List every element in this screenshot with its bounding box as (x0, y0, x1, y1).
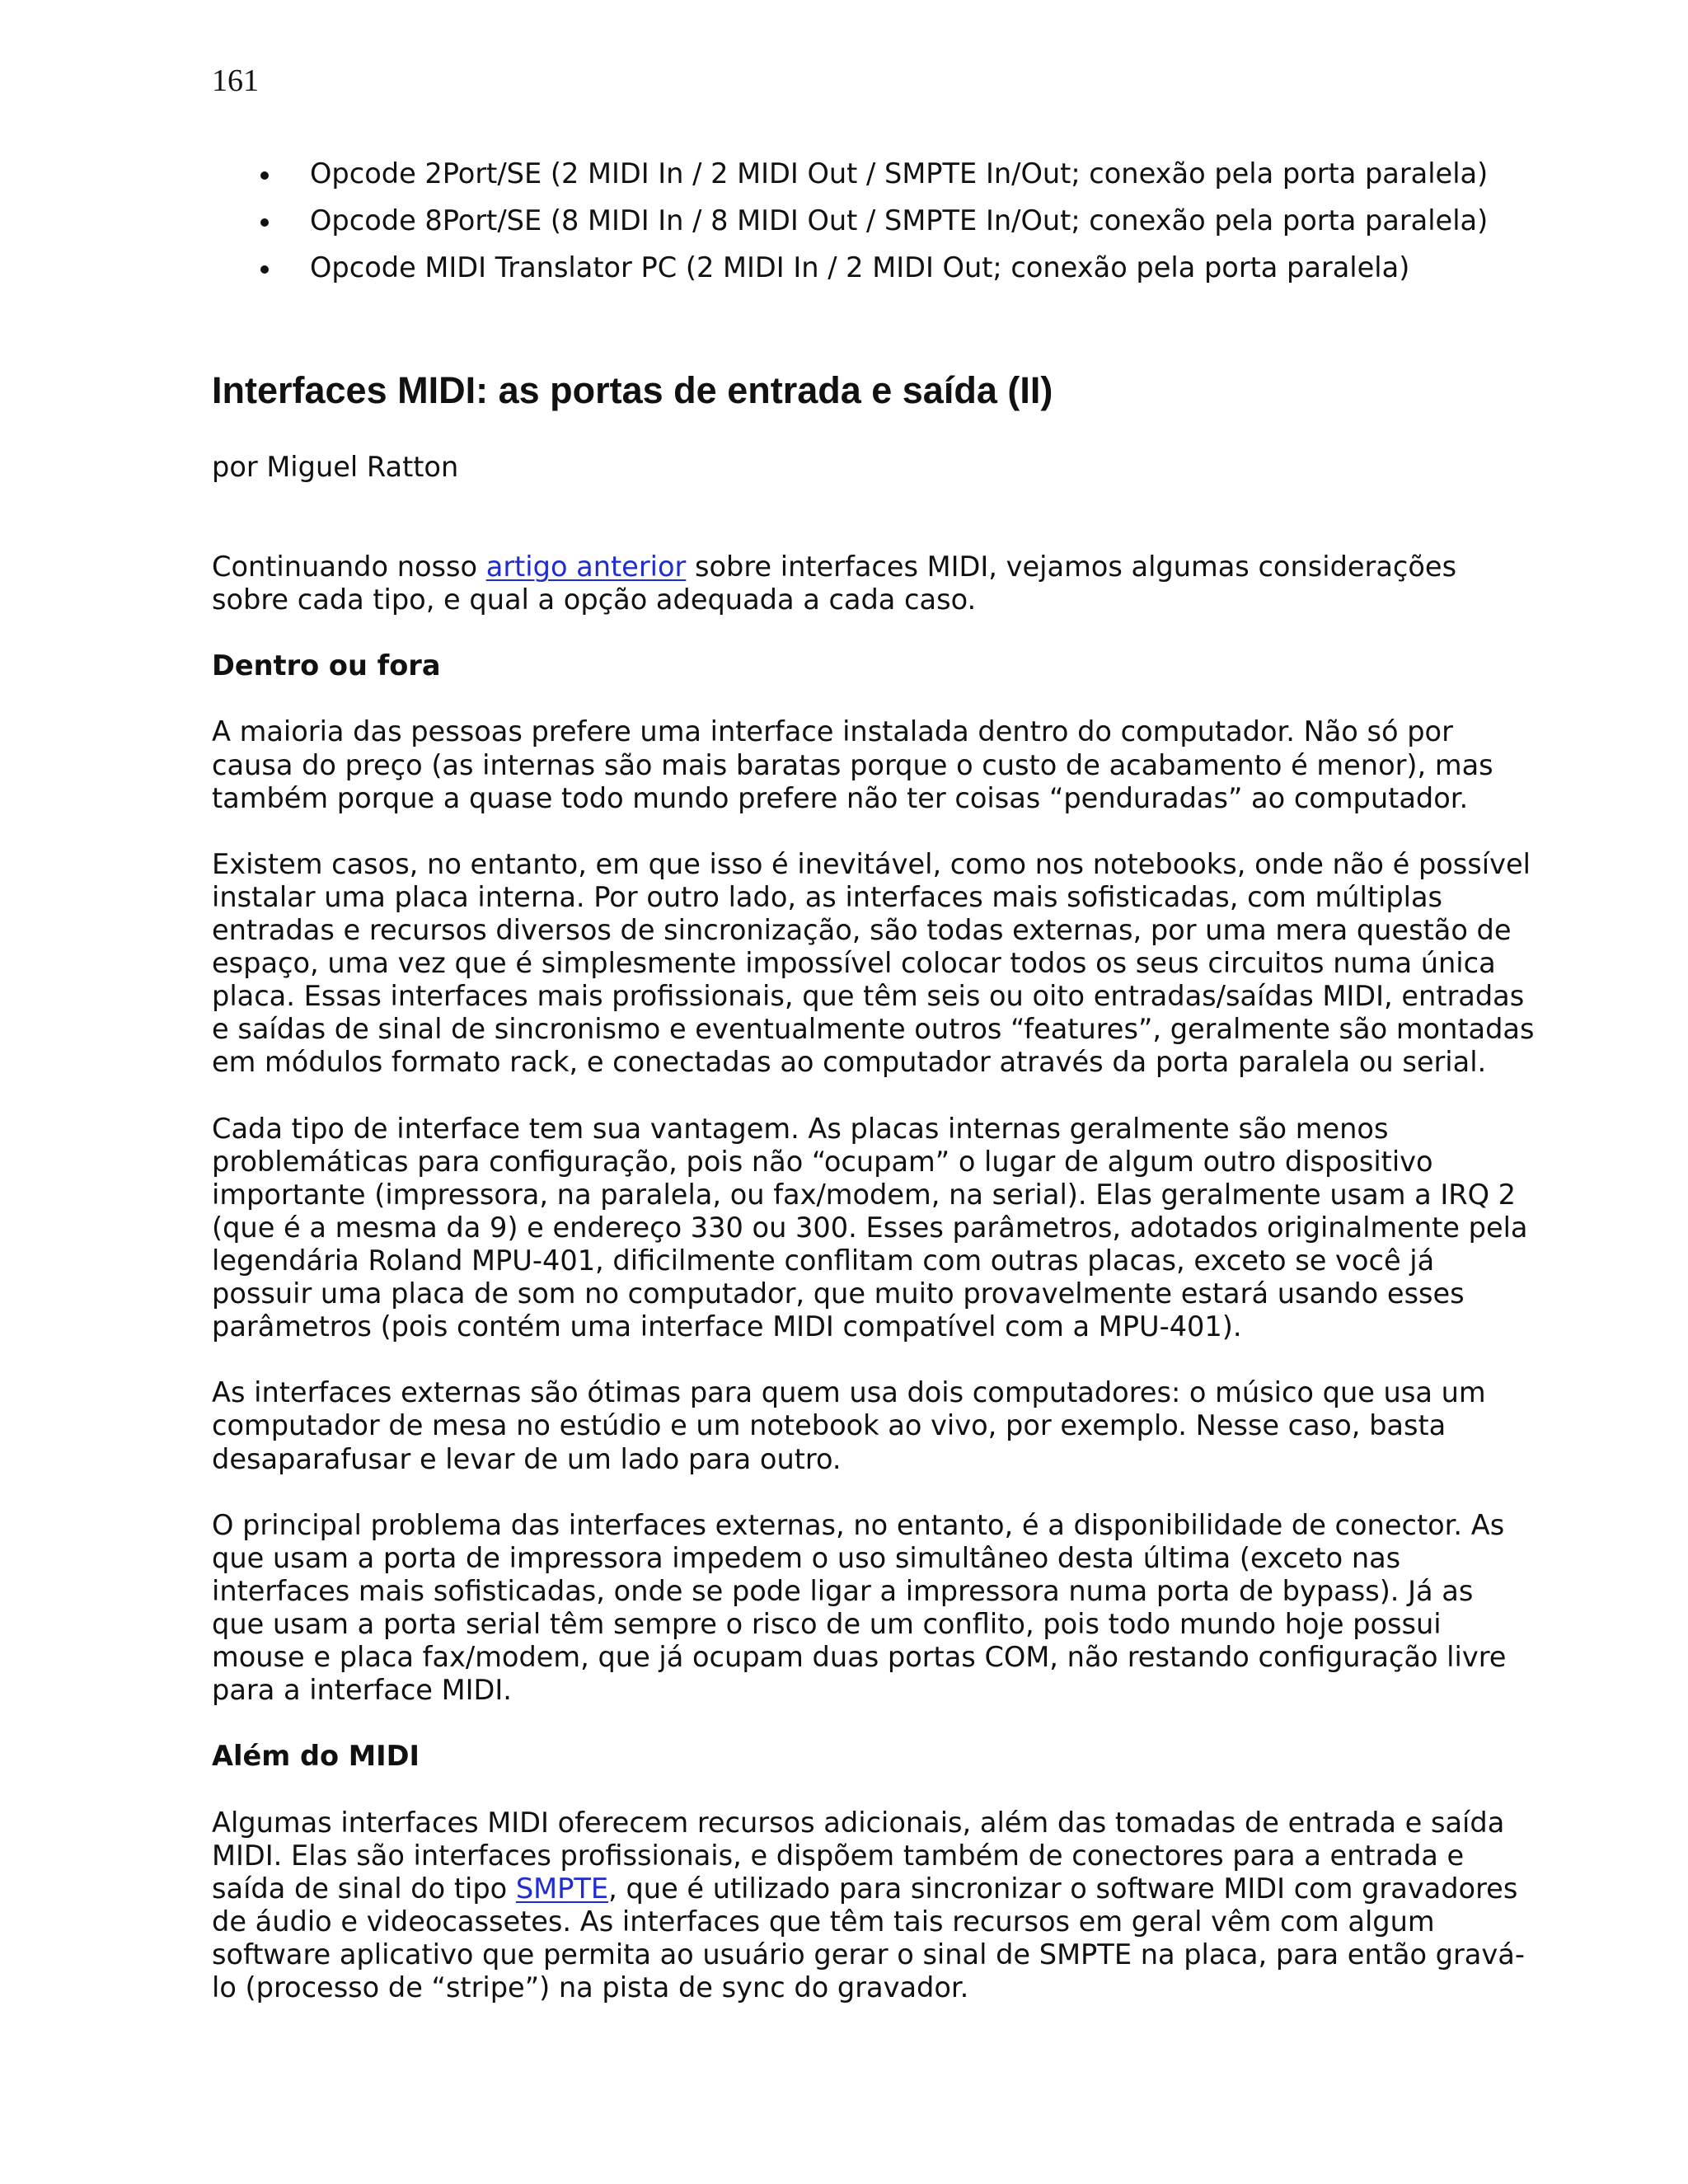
text-line: parâmetros (pois contém uma interface MIDI compatível com a MPU-401). (212, 1310, 1242, 1343)
bullet-item (310, 251, 1409, 284)
text-line: e saídas de sinal de sincronismo e eventualmente outros “features”, geralmente são montadas (212, 1013, 1535, 1046)
text-line: Cada tipo de interface tem sua vantagem. As placas internas geralmente são menos (212, 1112, 1389, 1145)
paragraph (212, 848, 1646, 1080)
text-line: lo (processo de “stripe”) na pista de sync do gravador. (212, 1971, 969, 2004)
text-segment: Continuando nosso (212, 551, 486, 583)
bullet-text: Opcode 8Port/SE (8 MIDI In / 8 MIDI Out / SMPTE In/Out; conexão pela porta paralela) (310, 204, 1489, 237)
paragraph (212, 1376, 1646, 1475)
text-line: problemáticas para configuração, pois não “ocupam” o lugar de algum outro dispositivo (212, 1145, 1433, 1178)
bullet-text: Opcode 2Port/SE (2 MIDI In / 2 MIDI Out / SMPTE In/Out; conexão pela porta paralela) (310, 157, 1489, 190)
article-byline: por Miguel Ratton (212, 451, 459, 483)
text-segment: sobre interfaces MIDI, vejamos algumas considerações (686, 551, 1457, 583)
text-line (212, 1872, 1646, 1905)
text-line: também porque a quase todo mundo prefere não ter coisas “penduradas” ao computador. (212, 781, 1469, 814)
text-segment: , que é utilizado para sincronizar o software MIDI com gravadores (608, 1872, 1518, 1905)
page-number: 161 (212, 63, 259, 98)
paragraph (212, 1807, 1646, 2005)
text-line: de áudio e videocassetes. As interfaces que têm tais recursos em geral vêm com algum (212, 1905, 1435, 1938)
text-line: Algumas interfaces MIDI oferecem recursos adicionais, além das tomadas de entrada e saída (212, 1806, 1505, 1839)
text-line: Existem casos, no entanto, em que isso é inevitável, como nos notebooks, onde não é possível (212, 847, 1531, 880)
text-line: para a interface MIDI. (212, 1674, 512, 1707)
text-line: O principal problema das interfaces externas, no entanto, é a disponibilidade de conector. As (212, 1508, 1505, 1541)
text-line: As interfaces externas são ótimas para quem usa dois computadores: o músico que usa um (212, 1376, 1486, 1409)
article-title: Interfaces MIDI: as portas de entrada e saída (II) (212, 369, 1053, 411)
text-line (212, 551, 1646, 583)
paragraph (212, 1509, 1646, 1708)
text-line: software aplicativo que permita ao usuário gerar o sinal de SMPTE na placa, para então gravá- (212, 1938, 1525, 1971)
text-line: computador de mesa no estúdio e um notebook ao vivo, por exemplo. Nesse caso, basta (212, 1409, 1447, 1442)
bullet-icon (260, 171, 269, 180)
text-line: instalar uma placa interna. Por outro lado, as interfaces mais sofisticadas, com múltiplas (212, 880, 1443, 913)
paragraph (212, 715, 1646, 814)
article-body (212, 551, 1646, 2037)
text-line: A maioria das pessoas prefere uma interface instalada dentro do computador. Não só por (212, 715, 1453, 748)
text-line: interfaces mais sofisticadas, onde se pode ligar a impressora numa porta de bypass). Já as (212, 1574, 1474, 1607)
artigo-anterior-link[interactable]: artigo anterior (485, 551, 687, 583)
text-line: MIDI. Elas são interfaces profissionais, e dispõem também de conectores para a entrada e (212, 1839, 1465, 1872)
section-heading-dentro-ou-fora: Dentro ou fora (212, 649, 441, 682)
text-line: em módulos formato rack, e conectadas ao computador através da porta paralela ou serial. (212, 1046, 1487, 1079)
intro-paragraph (212, 551, 1646, 616)
text-line: mouse e placa fax/modem, que já ocupam duas portas COM, não restando configuração livre (212, 1641, 1507, 1674)
text-line: legendária Roland MPU-401, dificilmente conflitam com outras placas, exceto se você já (212, 1244, 1435, 1277)
text-line: entradas e recursos diversos de sincronização, são todas externas, por uma mera questão de (212, 914, 1512, 947)
text-line: possuir uma placa de som no computador, que muito provavelmente estará usando esses (212, 1277, 1465, 1310)
bullet-item (310, 157, 1488, 190)
section-heading-alem-do-midi: Além do MIDI (212, 1740, 420, 1773)
bullet-text: Opcode MIDI Translator PC (2 MIDI In / 2 MIDI Out; conexão pela porta paralela) (310, 251, 1410, 284)
bullet-icon (260, 218, 269, 227)
text-line: placa. Essas interfaces mais profissionais, que têm seis ou oito entradas/saídas MIDI, entradas (212, 980, 1525, 1013)
text-line: desaparafusar e levar de um lado para outro. (212, 1442, 842, 1475)
smpte-link[interactable]: SMPTE (515, 1872, 609, 1905)
text-line: causa do preço (as internas são mais baratas porque o custo de acabamento é menor), mas (212, 748, 1493, 781)
text-line: importante (impressora, na paralela, ou fax/modem, na serial). Elas geralmente usam a IRQ 2 (212, 1178, 1517, 1211)
paragraph (212, 1113, 1646, 1344)
bullet-icon (260, 265, 269, 274)
text-line: que usam a porta serial têm sempre o risco de um conflito, pois todo mundo hoje possui (212, 1608, 1442, 1640)
text-line: sobre cada tipo, e qual a opção adequada a cada caso. (212, 583, 977, 616)
bullet-item (310, 204, 1488, 237)
text-segment: saída de sinal do tipo (212, 1872, 516, 1905)
text-line: que usam a porta de impressora impedem o uso simultâneo desta última (exceto nas (212, 1541, 1401, 1574)
text-line: espaço, uma vez que é simplesmente impossível colocar todos os seus circuitos numa única (212, 947, 1496, 980)
text-line: (que é a mesma da 9) e endereço 330 ou 300. Esses parâmetros, adotados originalmente pela (212, 1211, 1528, 1244)
